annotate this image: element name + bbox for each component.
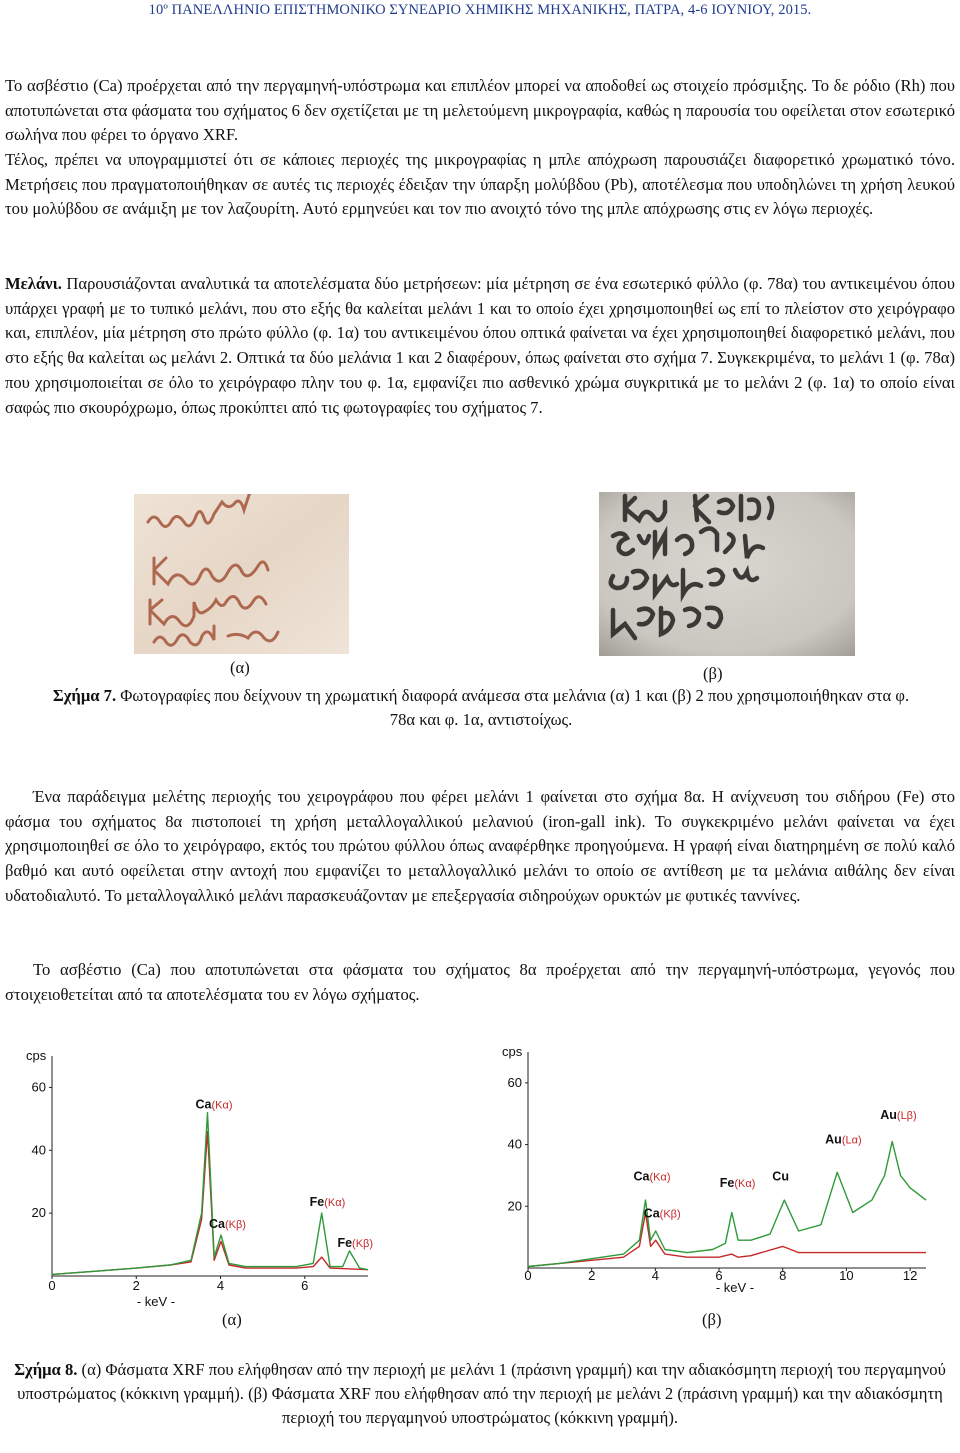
x-tick-label: 8 [779,1268,787,1283]
y-axis-label: cps [26,1048,47,1063]
spectrum-b [498,1044,938,1326]
figure8-label-a: (α) [222,1310,242,1329]
photo-ink-1 [134,494,349,654]
paragraph-ink [5,272,955,420]
conference-header: 10º ΠΑΝΕΛΛΗΝΙΟ ΕΠΙΣΤΗΜΟΝΙΚΟ ΣΥΝΕΔΡΙΟ ΧΗΜΙΚΗΣ ΜΗΧΑΝΙΚΗΣ, ΠΑΤΡΑ, 4-6 ΙΟΥΝΙΟΥ, 2015. [148,2,812,18]
x-tick-label: 4 [216,1278,225,1293]
figure8-label-b: (β) [702,1310,722,1329]
spectrum-a [22,1048,378,1320]
figure8-caption [8,1358,952,1430]
y-tick-label: 20 [507,1198,522,1214]
figure8-caption-title: Σχήμα 8. [14,1360,78,1379]
x-tick-label: 6 [301,1278,309,1293]
series-line-green [52,1113,368,1275]
paragraph-lead-white: Τέλος, πρέπει να υπογραμμιστεί ότι σε κάποιες περιοχές της μικρογραφίας η μπλε απόχρωση παρουσιάζει διαφορετικό χρωματικό τόνο. Μετρήσεις που πραγματοποιήθηκαν σε αυτές τις περιοχές έδειξαν την ύπαρξη μολύβδου (Pb), αποτέλεσμα που υποδηλώνει τη χρήση λευκού του μολύβδου σε ανάμιξη με τον λαζουρίτη. Αυτό ερμηνεύει και τον πιο ανοιχτό τόνο της μπλε απόχρωσης στις εν λόγω περιοχές. [5,150,955,219]
peak-label: Fe(Kα) [719,1175,756,1190]
x-tick-label: 12 [902,1268,918,1283]
spectrum-b-plot [498,1044,938,1326]
figure7-caption-title: Σχήμα 7. [52,686,117,705]
peak-label: Au(Lα) [825,1132,862,1147]
paragraph-iron-gall: Ένα παράδειγμα μελέτης περιοχής του χειρογράφου που φέρει μελάνι 1 φαίνεται στο σχήμα 8α. Η ανίχνευση του σιδήρου (Fe) στο φάσμα του σχήματος 8α πιστοποιεί τη χρήση μεταλλογαλλικού μελανιού (iron-gall ink). Το συγκεκριμένο μελάνι φαίνεται να έχει χρησιμοποιηθεί σε όλο το χειρόγραφο, εκτός του πρώτου φύλλου όπως αναφέρθηκε προηγούμενα. Η γραφή είναι διατηρημένη σε πολύ καλό βαθμό και αυτό οφείλεται στην αντοχή που εμφανίζει το μεταλλογαλλικό μελάνι το οποίο σε αντίθεση με τα μελάνια αιθάλης δεν είναι υδατοδιαλυτό. Το μεταλλογαλλικό μελάνι παρασκευάζονταν με επεξεργασία σιδηρούχων ορυκτών με φυτικές ταννίνες. [5,787,955,905]
section-heading-ink: Μελάνι. [5,274,62,293]
x-tick-label: 0 [48,1278,56,1293]
peak-label: Ca(Kα) [633,1169,671,1184]
peak-label: Ca(Kβ) [208,1217,246,1231]
peak-label: Au(Lβ) [880,1107,917,1122]
peak-label: Cu [772,1169,789,1184]
y-tick-label: 40 [31,1142,46,1158]
series-line-red [528,1213,926,1267]
figure7-caption [46,684,916,732]
x-tick-label: 2 [588,1268,596,1283]
spectrum-a-plot [22,1048,378,1320]
peak-label: Fe(Kβ) [337,1235,374,1250]
series-line-green [528,1142,926,1267]
y-tick-label: 60 [507,1074,522,1090]
x-tick-label: 0 [524,1268,532,1283]
y-tick-label: 60 [31,1079,46,1095]
x-tick-label: 2 [132,1278,140,1293]
y-tick-label: 20 [31,1205,46,1221]
x-tick-label: 6 [715,1268,723,1283]
peak-label: Fe(Kα) [309,1195,346,1209]
peak-label: Ca(Kα) [195,1097,233,1112]
x-tick-label: 4 [651,1268,659,1283]
figure7-caption-text: Φωτογραφίες που δείχνουν τη χρωματική διαφορά ανάμεσα στα μελάνια (α) 1 και (β) 2 που χρησιμοποιήθηκαν στα φ. 78α και φ. 1α, αντιστοίχως. [116,686,910,729]
y-axis-label: cps [502,1044,523,1059]
y-tick-label: 40 [507,1136,522,1152]
x-axis-label: - keV - [715,1280,755,1295]
photo-ink-2 [599,492,855,656]
paragraph-ink-text: Παρουσιάζονται αναλυτικά τα αποτελέσματα δύο μετρήσεων: μία μέτρηση σε ένα εσωτερικό φύλλο (φ. 78α) του αντικειμένου όπου υπάρχει γραφή με το τυπικό μελάνι, που στο εξής θα καλείται μελάνι 1 και το οποίο έχει χρησιμοποιηθεί ως επί το πλείστον στο χειρόγραφο και, επιπλέον, μία μέτρηση στο πρώτο φύλλο (φ. 1α) του αντικειμένου όπου οπτικά φαίνεται να έχει χρησιμοποιηθεί διαφορετικό μελάνι, που στο εξής θα καλείται ως μελάνι 2. Οπτικά τα δύο μελάνια 1 και 2 διαφέρουν, όπως φαίνεται στο σχήμα 7. Συγκεκριμένα, το μελάνι 1 (φ. 78α) που χρησιμοποιείται σε όλο το χειρόγραφο πλην του φ. 1α, εμφανίζει πιο ασθενικό χρώμα συγκριτικά με το μελάνι 2 (φ. 1α) το οποίο είναι σαφώς πιο σκουρόχρωμο, όπως προκύπτει από τις φωτογραφίες του σχήματος 7. [5,274,955,417]
paragraph-calcium-rhodium: Το ασβέστιο (Ca) προέρχεται από την περγαμηνή-υπόστρωμα και επιπλέον μπορεί να αποδοθεί ως στοιχείο πρόσμιξης. Το δε ρόδιο (Rh) που αποτυπώνεται στα φάσματα του σχήματος 6 δεν σχετίζεται με τη μελετούμενη μικρογραφία, καθώς η παρουσία του οφείλεται στον εσωτερικό σωλήνα που φέρει το όργανο XRF. [5,76,955,145]
figure8-caption-text: (α) Φάσματα XRF που ελήφθησαν από την περιοχή με μελάνι 1 (πράσινη γραμμή) και την αδιακόσμητη περιοχή του περγαμηνού υποστρώματος (κόκκινη γραμμή). (β) Φάσματα XRF που ελήφθησαν από την περιοχή με μελάνι 2 (πράσινη γραμμή) και την αδιακόσμητη περιοχή του περγαμηνού υποστρώματος (κόκκινη γραμμή). [17,1360,946,1427]
x-tick-label: 10 [839,1268,854,1283]
figure7-label-a: (α) [230,658,250,677]
x-axis-label: - keV - [136,1294,176,1309]
figure7-label-b: (β) [703,664,723,683]
paragraph-calcium-fig8: Το ασβέστιο (Ca) που αποτυπώνεται στα φάσματα του σχήματος 8α προέρχεται από την περγαμηνή-υπόστρωμα, γεγονός που στοιχειοθετείται από τα αποτελέσματα του εν λόγω σχήματος. [5,960,955,1004]
peak-label: Ca(Kβ) [643,1206,681,1221]
